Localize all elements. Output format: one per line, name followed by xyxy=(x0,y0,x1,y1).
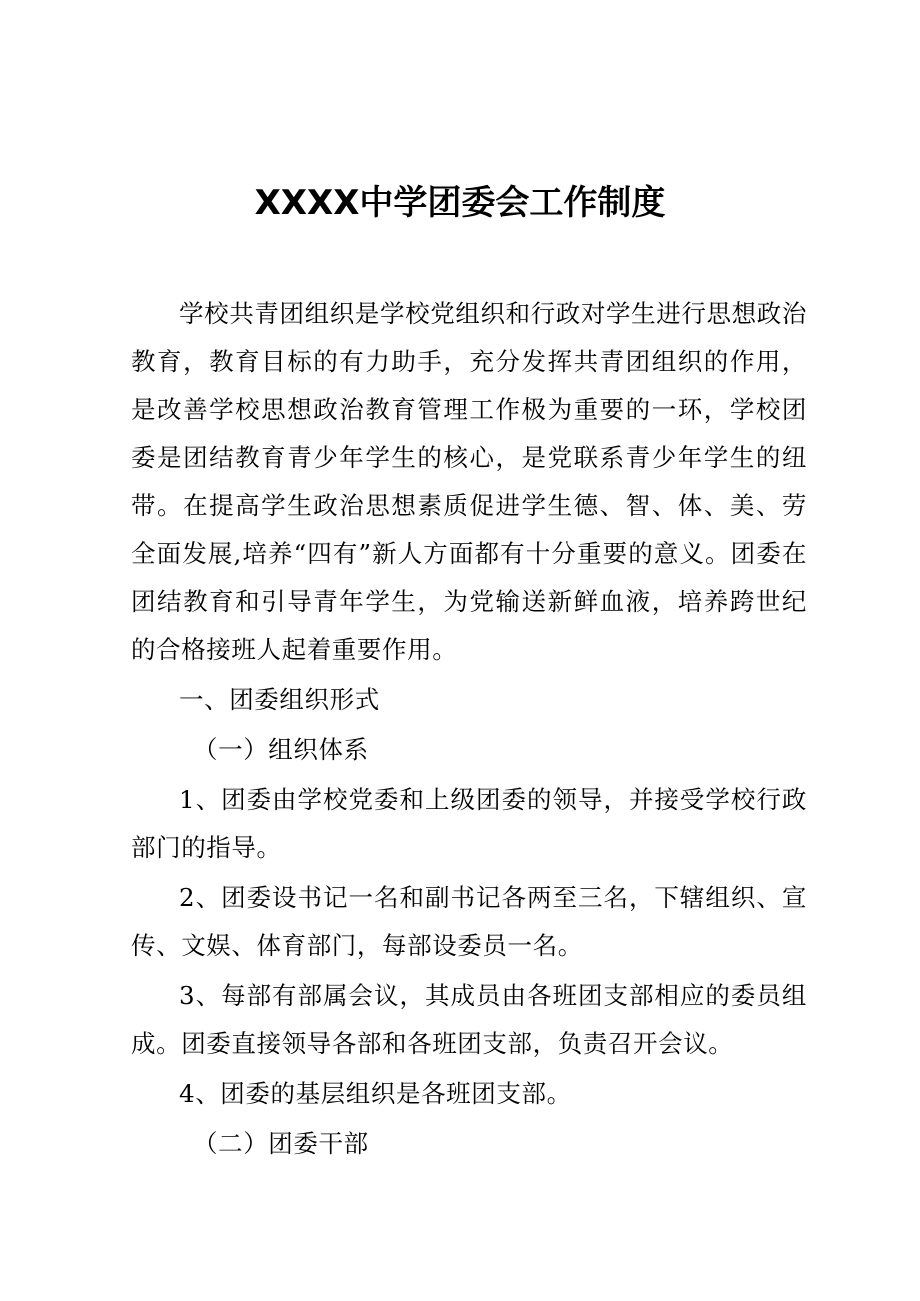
intro-paragraph: 学校共青团组织是学校党组织和行政对学生进行思想政治教育，教育目标的有力助手，充分发挥共青团组织的作用，是改善学校思想政治教育管理工作极为重要的一环，学校团委是团结教育青少年学生的核心，是党联系青少年学生的纽带。在提高学生政治思想素质促进学生德、智、体、美、劳全面发展,培养“四有”新人方面都有十分重要的意义。团委在团结教育和引导青年学生，为党输送新鲜血液，培养跨世纪的合格接班人起着重要作用。 xyxy=(131,299,807,664)
document-title: XXXX中学团委会工作制度 xyxy=(254,183,666,223)
section-heading-organization-form: 一、团委组织形式 xyxy=(179,685,380,714)
list-item-1: 1、团委由学校党委和上级团委的领导，并接受学校行政部门的指导。 xyxy=(131,785,807,862)
subsection-heading-organization-system: （一）组织体系 xyxy=(193,735,369,764)
list-item-2: 2、团委设书记一名和副书记各两至三名，下辖组织、宣传、文娱、体育部门，每部设委员一名。 xyxy=(131,883,807,960)
list-item-3: 3、每部有部属会议，其成员由各班团支部相应的委员组成。团委直接领导各部和各班团支部，负责召开会议。 xyxy=(131,981,807,1058)
list-item-4: 4、团委的基层组织是各班团支部。 xyxy=(179,1079,572,1108)
subsection-heading-league-cadres: （二）团委干部 xyxy=(193,1129,369,1158)
document-body xyxy=(131,290,807,1170)
